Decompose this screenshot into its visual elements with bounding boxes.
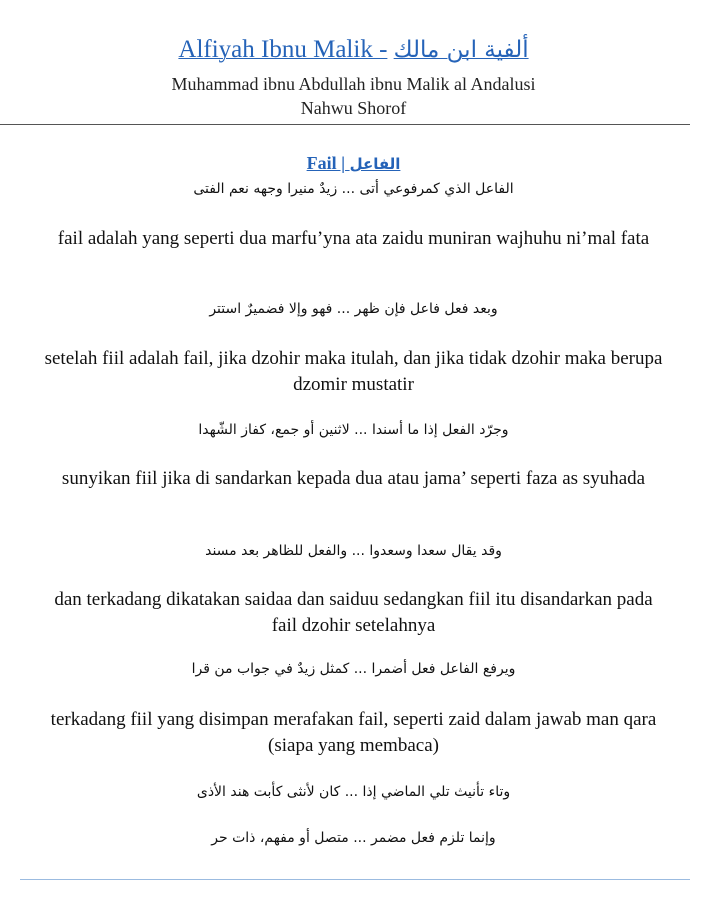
- document-title: [0, 34, 707, 66]
- header-divider: [0, 124, 690, 125]
- title-arabic-link[interactable]: ألفية ابن مالك: [393, 37, 529, 63]
- footer-divider: [20, 879, 690, 880]
- author-name: Muhammad ibnu Abdullah ibnu Malik al Andalusi: [171, 74, 536, 94]
- verse-translation: sunyikan fiil jika di sandarkan kepada dua atau jama’ seperti faza as syuhada: [61, 468, 646, 489]
- verse-translation: dan terkadang dikatakan saidaa dan saiduu sedangkan fiil itu disandarkan pada fail dzohir setelahnya: [54, 589, 653, 636]
- verse-arabic: وتاء تأنيث تلي الماضي إذا ... كان لأنثى كأبت هند الأذى: [196, 784, 511, 800]
- verse-translation: setelah fiil adalah fail, jika dzohir maka itulah, dan jika tidak dzohir maka berupa dzomir mustatir: [44, 348, 663, 395]
- verse-arabic: وجرّد الفعل إذا ما أسندا ... لاثنين أو جمع، كفاز الشّهدا: [198, 422, 509, 438]
- section-title-arabic: الفاعل: [349, 155, 401, 173]
- verse-arabic: ويرفع الفاعل فعل أضمرا ... كمثل زيدٌ في جواب من قرا: [191, 661, 516, 677]
- subject-line: Nahwu Shorof: [300, 98, 407, 118]
- verse-translation: fail adalah yang seperti dua marfu’yna ata zaidu muniran wajhuhu ni’mal fata: [57, 228, 650, 249]
- verse-arabic: وقد يقال سعدا وسعدوا ... والفعل للظاهر بعد مسند: [205, 543, 502, 559]
- section-title[interactable]: [0, 153, 707, 174]
- title-latin-link[interactable]: Alfiyah Ibnu Malik -: [178, 36, 388, 63]
- verse-arabic: الفاعل الذي كمرفوعي أتى ... زيدٌ منيرا وجهه نعم الفتى: [193, 181, 514, 197]
- verse-arabic: وإنما تلزم فعل مضمر ... متصل أو مفهم، ذات حر: [211, 830, 496, 846]
- verse-translation: terkadang fiil yang disimpan merafakan fail, seperti zaid dalam jawab man qara (siapa yang membaca): [50, 709, 657, 756]
- section-title-latin: Fail |: [306, 153, 346, 173]
- verse-arabic: وبعد فعل فاعل فإن ظهر ... فهو وإلا فضميرٌ استتر: [209, 301, 498, 317]
